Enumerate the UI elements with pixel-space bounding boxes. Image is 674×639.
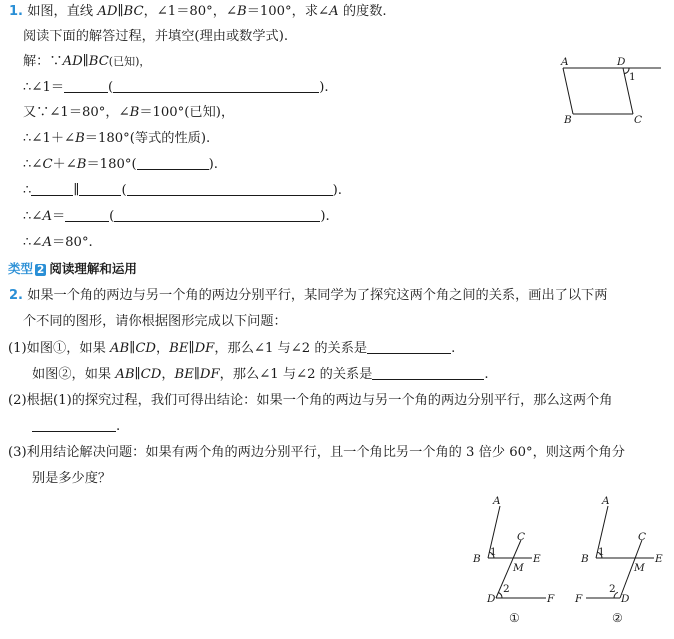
label-c: C — [634, 114, 643, 126]
step-text: ∴∠ — [23, 235, 43, 250]
q2-number: 2. — [9, 288, 23, 303]
q2-part-3: (3)利用结论解决问题：如果有两个角的两边分别平行，且一个角比另一个角的 3 倍少 60°，则这两个角分 — [8, 445, 625, 460]
label-f: F — [547, 593, 555, 605]
label-angle-1: 1 — [598, 546, 605, 558]
step-text: ). — [332, 183, 342, 198]
q1-step-2 — [23, 79, 329, 97]
reason-blank[interactable] — [114, 208, 320, 222]
part-text: ， — [161, 367, 175, 382]
q1-stem-text: 的度数. — [338, 4, 387, 19]
label-c: C — [517, 531, 526, 543]
q1-stem-text: ＝100°，求∠ — [246, 4, 330, 19]
step-text: ＝ — [51, 209, 66, 224]
part-text: ∥ — [188, 341, 195, 356]
step-text: ( — [109, 209, 115, 224]
step-text: ). — [319, 80, 329, 95]
label-c: C — [638, 531, 647, 543]
q1-stem-text: BC — [123, 4, 144, 19]
step-text: B — [76, 157, 87, 172]
answer-blank[interactable] — [31, 182, 73, 196]
q1-number: 1. — [9, 4, 23, 19]
step-text: A — [42, 235, 52, 250]
q2-part-1b — [32, 366, 489, 384]
reason-blank[interactable] — [137, 156, 209, 170]
label-e: E — [533, 553, 541, 565]
q1-step-3 — [23, 104, 234, 122]
part-text: AB — [115, 367, 135, 382]
label-a: A — [493, 495, 501, 507]
step-text: ＋∠ — [52, 157, 77, 172]
q1-instruction: 阅读下面的解答过程，并填空(理由或数学式). — [23, 29, 289, 44]
step-text: AD — [62, 54, 83, 69]
q1-stem-text: ∥ — [117, 4, 124, 19]
section-title: 阅读理解和运用 — [49, 261, 137, 276]
q1-parallelogram-figure — [555, 52, 665, 130]
step-text: ＝80°. — [51, 235, 93, 250]
step-text: ( — [121, 183, 127, 198]
part-text: AB — [110, 341, 130, 356]
step-text: ＝180°(等式的性质). — [84, 131, 211, 146]
step-text: B — [75, 131, 85, 146]
part-text: DF — [199, 367, 220, 382]
answer-blank[interactable] — [372, 366, 484, 380]
q2-part-3-line-2: 别是多少度？ — [32, 471, 112, 486]
label-e: E — [655, 553, 663, 565]
step-text: 解：∵ — [23, 54, 63, 69]
q1-step-6 — [23, 182, 342, 200]
label-f: F — [575, 593, 583, 605]
part-text: ，那么∠1 与∠2 的关系是 — [219, 367, 373, 382]
label-b: B — [473, 553, 481, 565]
step-text: 又∵∠1＝80°，∠ — [23, 105, 130, 120]
q1-stem — [9, 3, 387, 21]
step-text: ∴∠ — [23, 209, 43, 224]
part-text: . — [116, 419, 121, 434]
part-text: . — [484, 367, 489, 382]
q1-step-4 — [23, 130, 210, 148]
label-a: A — [602, 495, 610, 507]
q2-part-1 — [8, 340, 455, 358]
q1-step-1 — [23, 53, 150, 71]
q2-figure-2 — [572, 494, 670, 632]
step-text: ＝100°(已知)， — [139, 105, 235, 120]
part-text: (1)如图①，如果 — [8, 341, 110, 356]
label-angle-2: 2 — [609, 583, 616, 595]
step-text: A — [42, 209, 52, 224]
step-text: ∴∠1＋∠ — [23, 131, 76, 146]
step-text: ∴∠ — [23, 157, 43, 172]
label-d: D — [487, 593, 496, 605]
q1-stem-text: B — [237, 4, 247, 19]
q1-step-7 — [23, 208, 330, 226]
line-ab — [563, 68, 573, 114]
step-text: ). — [208, 157, 218, 172]
q2-part-2-answer — [32, 418, 120, 436]
label-m: M — [634, 562, 645, 574]
q1-stem-text: AD — [97, 4, 118, 19]
part-text: BE — [174, 367, 194, 382]
label-b: B — [564, 114, 572, 126]
label-angle-2: 2 — [503, 583, 510, 595]
q2-part-2: (2)根据(1)的探究过程，我们可得出结论：如果一个角的两边与另一个角的两边分别平行，那么这两个角 — [8, 393, 613, 408]
answer-blank[interactable] — [65, 208, 109, 222]
part-text: CD — [140, 367, 162, 382]
part-text: ， — [155, 341, 170, 356]
label-d: D — [621, 593, 630, 605]
step-text: ∴ — [23, 183, 32, 198]
angle-2-arc — [498, 593, 502, 599]
part-text: DF — [194, 341, 215, 356]
step-text: BC — [88, 54, 109, 69]
answer-blank[interactable] — [367, 340, 451, 354]
label-b: B — [581, 553, 589, 565]
q1-step-5 — [23, 156, 218, 174]
figure-caption: ① — [509, 611, 520, 625]
q2-figure-1 — [470, 494, 564, 632]
part-text: CD — [135, 341, 156, 356]
label-d: D — [617, 56, 626, 68]
step-text: ( — [108, 80, 114, 95]
answer-blank[interactable] — [79, 182, 121, 196]
q1-stem-text: A — [329, 4, 339, 19]
q2-stem-text: 如果一个角的两边与另一个角的两边分别平行，某同学为了探究这两个角之间的关系，画出了以下两 — [27, 288, 608, 303]
step-text: ). — [320, 209, 330, 224]
part-text: ∥ — [193, 367, 200, 382]
q1-stem-text: 如图，直线 — [27, 4, 98, 19]
step-text: ∥ — [82, 54, 89, 69]
section-header — [8, 260, 137, 279]
label-angle-1: 1 — [490, 546, 497, 558]
section-number-badge: 2 — [37, 264, 45, 276]
step-text: B — [129, 105, 140, 120]
label-a: A — [561, 56, 569, 68]
q1-step-8 — [23, 234, 93, 252]
section-label: 类型 — [8, 261, 34, 276]
part-text: . — [451, 341, 456, 356]
label-angle-1: 1 — [629, 71, 636, 83]
step-text: ∴∠1＝ — [23, 80, 65, 95]
q1-stem-text: ，∠1＝80°，∠ — [143, 4, 237, 19]
q2-stem-line-1 — [9, 287, 607, 305]
step-text: ＝180°( — [86, 157, 137, 172]
part-text: BE — [169, 341, 189, 356]
reason-blank[interactable] — [127, 182, 333, 196]
part-text: ∥ — [129, 341, 136, 356]
reason-blank[interactable] — [113, 79, 319, 93]
answer-blank[interactable] — [64, 79, 108, 93]
answer-blank[interactable] — [32, 418, 116, 432]
figure-caption: ② — [612, 611, 623, 625]
part-text: 如图②，如果 — [32, 367, 116, 382]
part-text: ，那么∠1 与∠2 的关系是 — [214, 341, 368, 356]
q2-stem-line-2: 个不同的图形，请你根据图形完成以下问题： — [23, 314, 287, 329]
part-text: ∥ — [134, 367, 141, 382]
step-text: ∥ — [73, 183, 80, 198]
step-text: C — [42, 157, 53, 172]
label-m: M — [513, 562, 524, 574]
step-text: (已知)， — [108, 55, 151, 68]
